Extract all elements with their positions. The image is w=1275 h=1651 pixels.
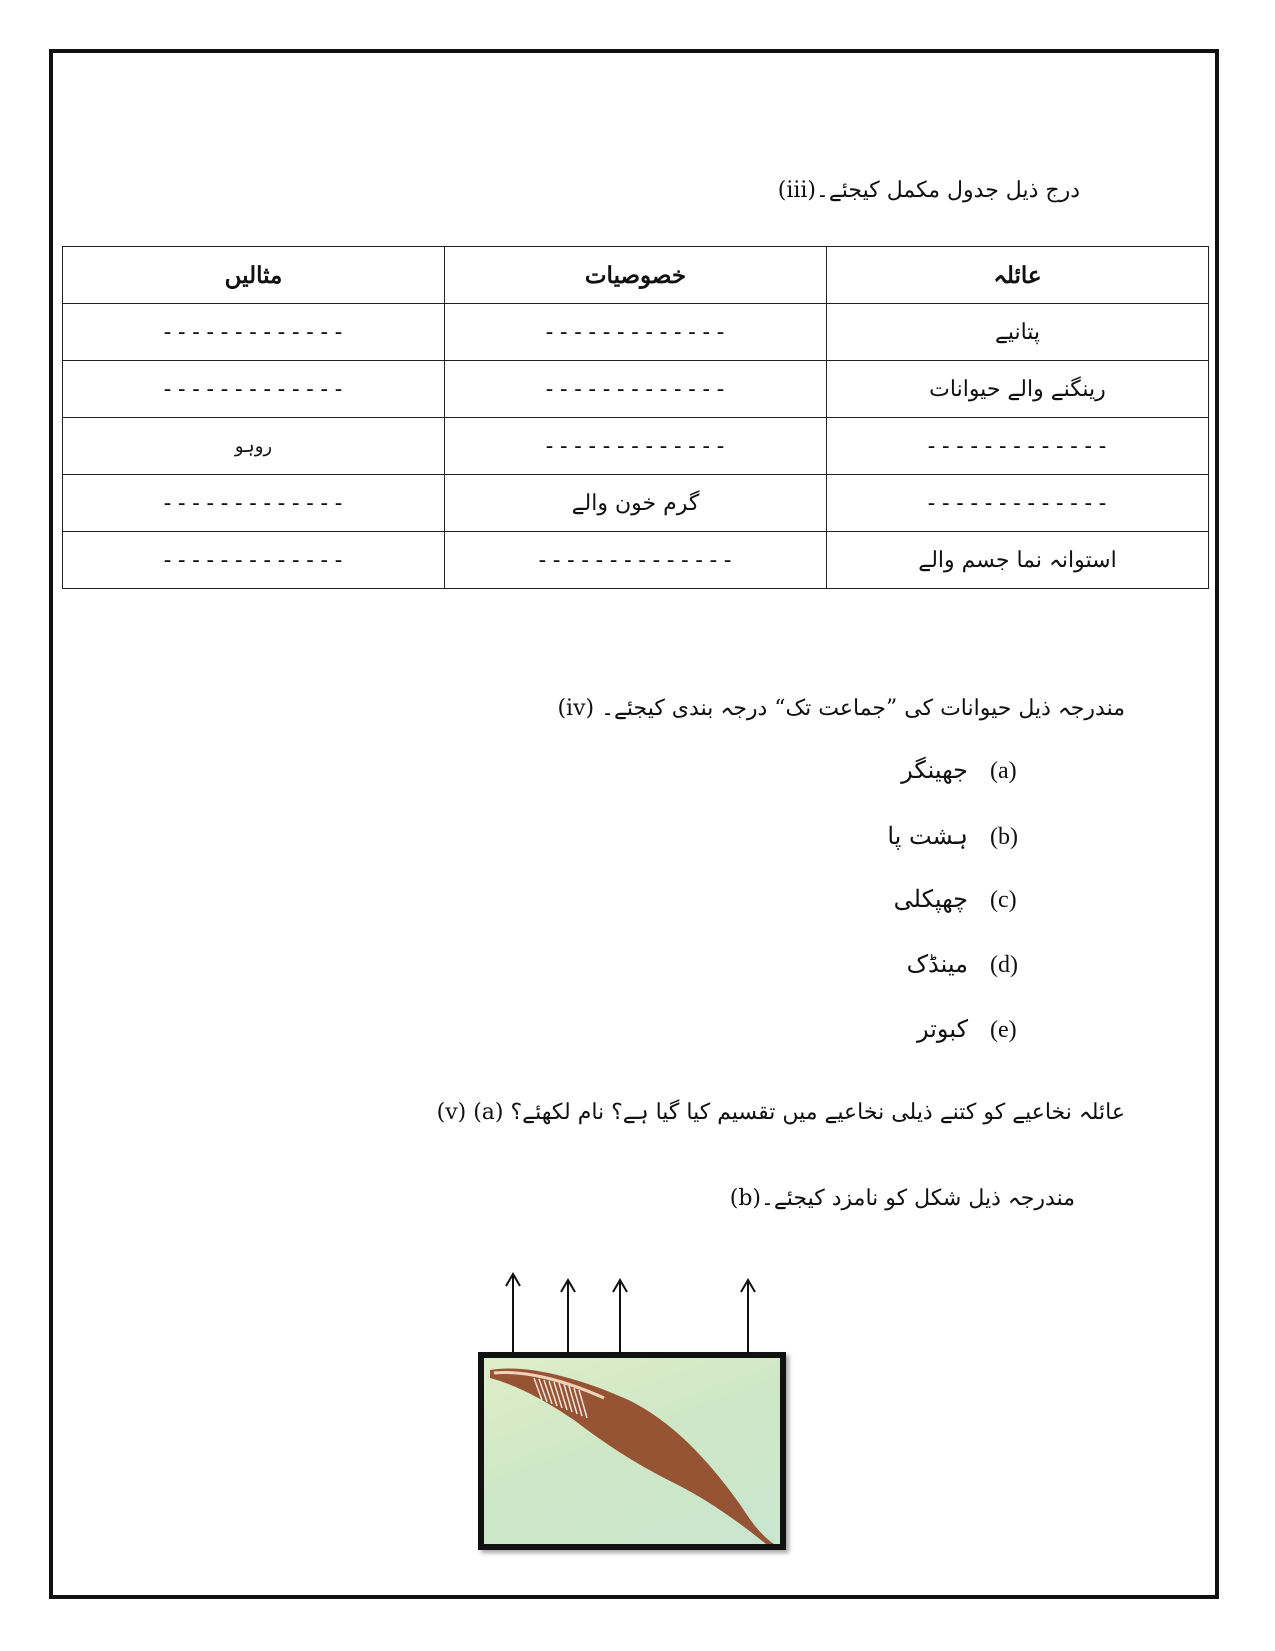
q5-part-a: (v) (a) عائلہ نخاعیے کو کتنے ذیلی نخاعیے میں تقسیم کیا گیا ہے؟ نام لکھئے؟: [436, 1100, 1125, 1125]
table-cell[interactable]: رینگنے والے حیوانات: [827, 361, 1209, 418]
table-cell[interactable]: پتانیے: [827, 304, 1209, 361]
table-cell[interactable]: -------------: [827, 418, 1209, 475]
table-row: [63, 532, 1209, 589]
list-item: [858, 950, 1040, 979]
lancelet-icon: [484, 1358, 780, 1544]
column-header-characteristics: خصوصیات: [445, 247, 827, 304]
q5-part-b: (b)مندرجہ ذیل شکل کو نامزد کیجئے۔: [729, 1186, 1075, 1211]
animal-name: چھپکلی: [893, 885, 968, 913]
animal-name: مینڈک: [906, 950, 968, 978]
item-label: (c): [990, 887, 1017, 913]
list-item: [858, 1015, 1040, 1044]
animal-name: جھینگر: [901, 756, 968, 784]
list-item: [858, 756, 1040, 785]
table-row: [63, 418, 1209, 475]
animal-name: کبوتر: [917, 1015, 968, 1043]
item-label: (e): [990, 1017, 1017, 1043]
table-cell[interactable]: استوانہ نما جسم والے: [827, 532, 1209, 589]
item-label: (b): [990, 824, 1018, 850]
table-cell[interactable]: -------------: [63, 475, 445, 532]
table-cell[interactable]: -------------: [445, 304, 827, 361]
table-cell[interactable]: -------------: [63, 304, 445, 361]
table-cell[interactable]: -------------: [63, 361, 445, 418]
table-row: [63, 475, 1209, 532]
animal-name: ہشت پا: [887, 822, 968, 850]
lancelet-body: [490, 1368, 774, 1544]
table-row: [63, 361, 1209, 418]
table-cell[interactable]: روہو: [63, 418, 445, 475]
table-cell[interactable]: -------------: [827, 475, 1209, 532]
column-header-examples: مثالیں: [63, 247, 445, 304]
table-cell[interactable]: -------------: [63, 532, 445, 589]
table-cell[interactable]: --------------: [445, 532, 827, 589]
item-label: (a): [990, 758, 1017, 784]
column-header-family: عائلہ: [827, 247, 1209, 304]
table-row: [63, 304, 1209, 361]
lancelet-figure: [478, 1352, 786, 1550]
item-label: (d): [990, 952, 1018, 978]
table-cell[interactable]: گرم خون والے: [445, 475, 827, 532]
table-header-row: [63, 247, 1209, 304]
list-item: [858, 822, 1040, 851]
q4-heading: (iv) مندرجہ ذیل حیوانات کی ”جماعت تک“ درجہ بندی کیجئے۔: [557, 696, 1125, 721]
table-cell[interactable]: -------------: [445, 361, 827, 418]
q3-heading: (iii)درج ذیل جدول مکمل کیجئے۔: [777, 178, 1080, 203]
table-cell[interactable]: -------------: [445, 418, 827, 475]
list-item: [858, 885, 1040, 914]
classification-table: [62, 246, 1209, 589]
